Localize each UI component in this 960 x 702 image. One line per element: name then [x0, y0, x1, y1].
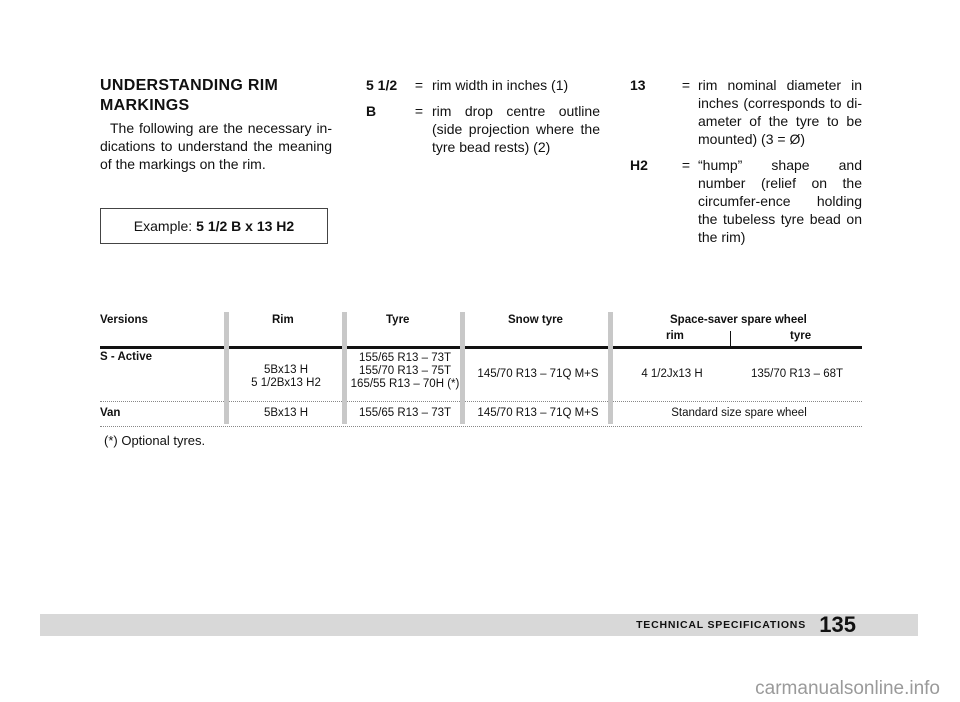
definition-text: rim drop centre outline (side projection where the tyre bead rests) (2)	[432, 103, 600, 155]
cell-tyre: 155/65 R13 – 73T	[358, 407, 452, 419]
rim-line: 5 1/2Bx13 H2	[251, 377, 321, 389]
cell-rim: 5Bx13 H	[263, 407, 309, 419]
definition-row	[630, 76, 862, 148]
table-row	[100, 402, 862, 427]
page-footer	[40, 614, 918, 636]
definition-row	[366, 102, 600, 156]
header-tyre: Tyre	[386, 314, 410, 326]
header-spare-tyre: tyre	[790, 330, 812, 342]
table-row	[100, 349, 862, 402]
tyre-line: 155/70 R13 – 75T	[358, 365, 452, 377]
cell-rim	[228, 364, 344, 390]
definition-equals: =	[414, 77, 424, 93]
definition-term: B	[366, 103, 377, 119]
cell-spare-rim: 4 1/2Jx13 H	[641, 368, 703, 380]
cell-tyre	[348, 352, 462, 391]
watermark: carmanualsonline.info	[755, 678, 940, 699]
intro-paragraph: The following are the necessary in-dications to understand the meaning of the markings on the rim.	[100, 120, 332, 172]
column-bar	[224, 312, 229, 424]
rim-line: 5Bx13 H	[263, 364, 309, 376]
example-value: 5 1/2 B x 13 H2	[196, 218, 295, 234]
definitions-middle	[366, 76, 600, 164]
definition-text: rim width in inches (1)	[432, 77, 569, 93]
definition-term: H2	[630, 157, 648, 173]
section-heading: UNDERSTANDING RIM MARKINGS	[100, 77, 279, 114]
cell-version: Van	[100, 407, 121, 419]
definition-text: rim nominal diameter in inches (corresponds to di-ameter of the tyre to be mounted) (3 = Ø)	[698, 77, 862, 147]
header-snow-tyre: Snow tyre	[508, 314, 563, 326]
header-spare-rim: rim	[666, 330, 684, 342]
tyre-line: 165/55 R13 – 70H (*)	[350, 378, 460, 390]
column-bar	[342, 312, 347, 424]
tyre-line: 155/65 R13 – 73T	[358, 352, 452, 364]
definition-row	[366, 76, 600, 94]
footnote: (*) Optional tyres.	[104, 433, 206, 448]
column-bar	[608, 312, 613, 424]
definition-equals: =	[414, 103, 424, 119]
cell-version: S - Active	[100, 351, 152, 363]
definition-equals: =	[681, 157, 691, 173]
table-header	[100, 312, 862, 349]
cell-snow-tyre: 145/70 R13 – 71Q M+S	[477, 368, 599, 380]
example-label: Example:	[133, 218, 193, 234]
header-spare-wheel: Space-saver spare wheel	[670, 314, 807, 326]
footer-section: TECHNICAL SPECIFICATIONS	[636, 619, 806, 631]
rim-tyre-table	[100, 312, 862, 427]
definitions-right	[630, 76, 862, 254]
cell-spare-tyre: 135/70 R13 – 68T	[750, 368, 844, 380]
definition-text: “hump” shape and number (relief on the circumfer-ence holding the tubeless tyre bead on the rim)	[698, 157, 862, 245]
definition-term: 5 1/2	[366, 77, 398, 93]
definition-equals: =	[681, 77, 691, 93]
example-box	[100, 208, 328, 244]
definition-term: 13	[630, 77, 646, 93]
header-versions: Versions	[100, 314, 148, 326]
definition-row	[630, 156, 862, 246]
header-rim: Rim	[272, 314, 294, 326]
spare-divider	[730, 331, 731, 346]
cell-spare-wheel: Standard size spare wheel	[671, 407, 807, 419]
page-number: 135	[819, 612, 856, 637]
cell-snow-tyre: 145/70 R13 – 71Q M+S	[477, 407, 599, 419]
column-bar	[460, 312, 465, 424]
